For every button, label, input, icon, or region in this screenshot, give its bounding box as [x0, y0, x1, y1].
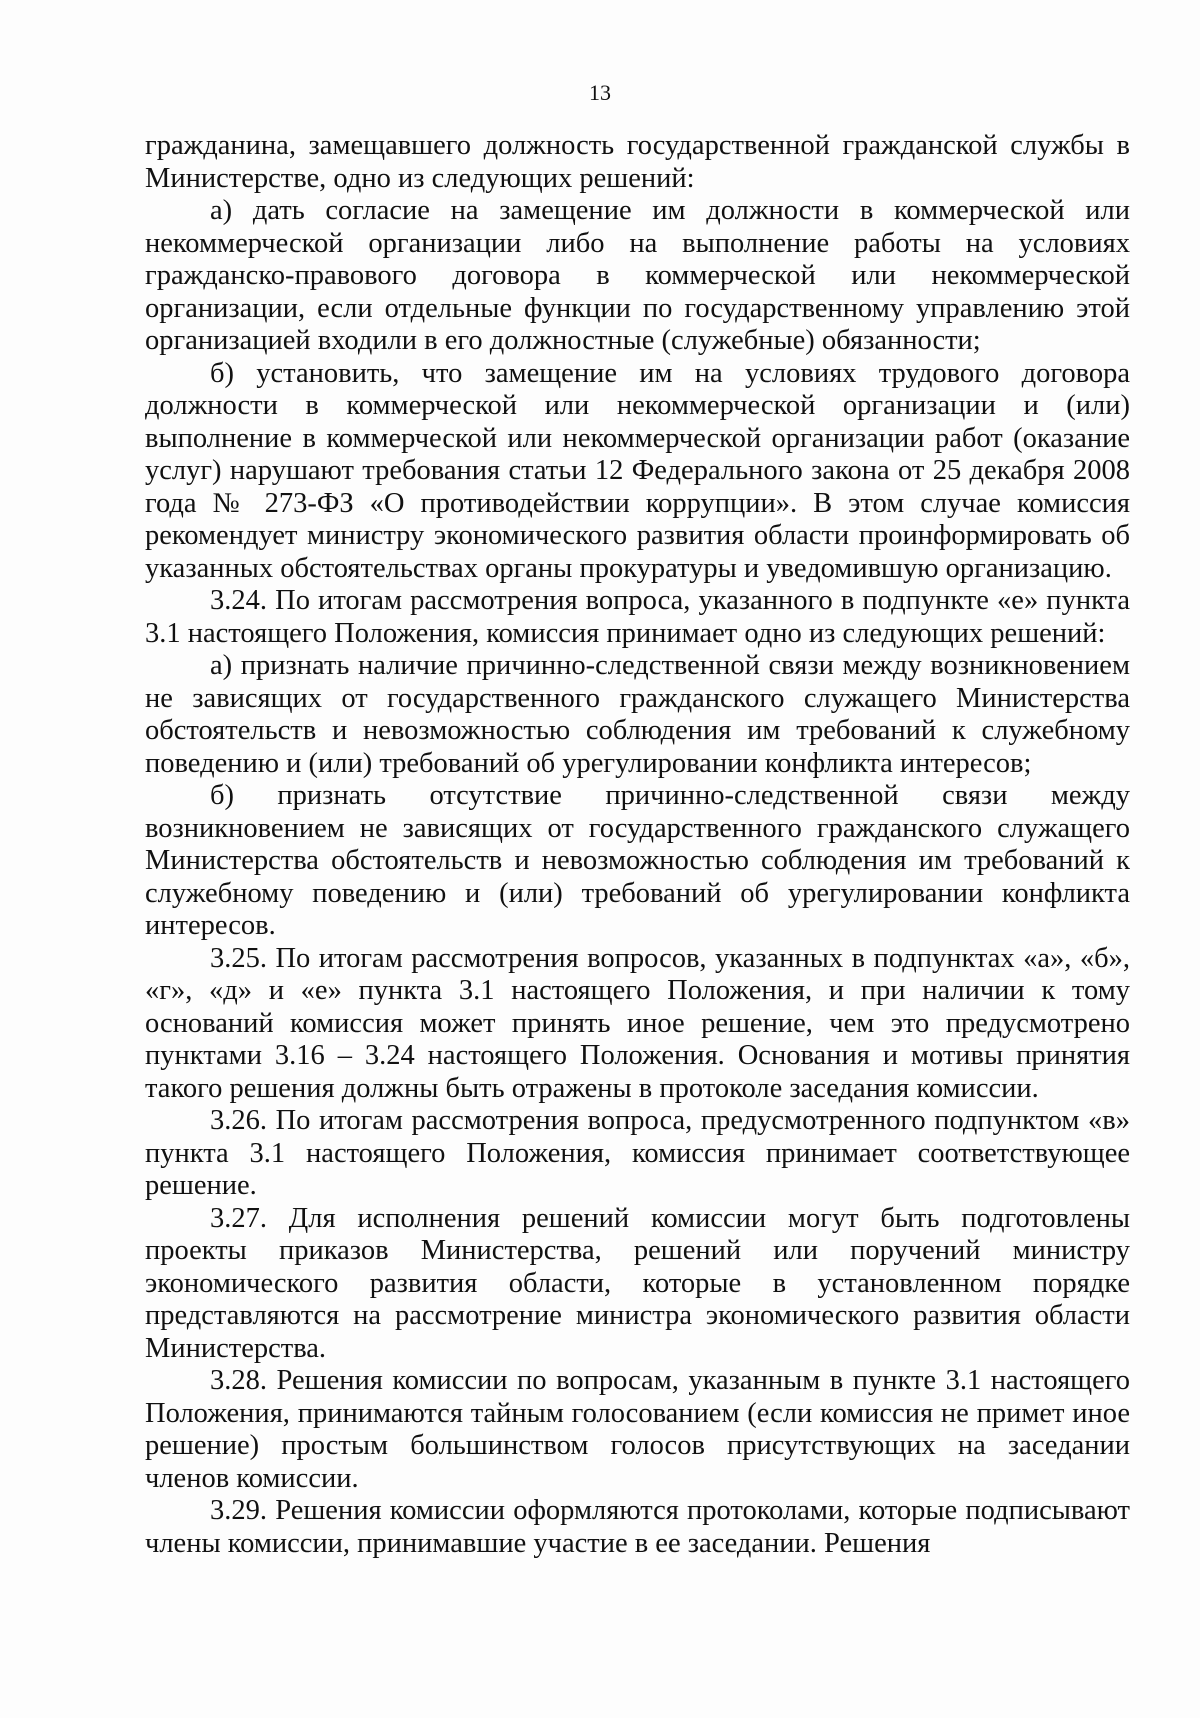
- paragraph-3-24: 3.24. По итогам рассмотрения вопроса, указанного в подпункте «е» пункта 3.1 настоящего Положения, комиссия принимает одно из следующих решений:: [145, 585, 1130, 649]
- paragraph-3-26: 3.26. По итогам рассмотрения вопроса, предусмотренного подпунктом «в» пункта 3.1 настоящего Положения, комиссия принимает соответствующее решение.: [145, 1105, 1130, 1201]
- paragraph-item-a: а) дать согласие на замещение им должности в коммерческой или некоммерческой организации либо на выполнение работы на условиях гражданско-правового договора в коммерческой или некоммерческой организации, если отдельные функции по государственному управлению этой организацией входили в его должностные (служебные) обязанности;: [145, 195, 1130, 356]
- document-body: [145, 130, 1130, 1560]
- paragraph-3-27: 3.27. Для исполнения решений комиссии могут быть подготовлены проекты приказов Министерства, решений или поручений министру экономического развития области, которые в установленном порядке представляются на рассмотрение министра экономического развития области Министерства.: [145, 1202, 1130, 1364]
- paragraph-3-25: 3.25. По итогам рассмотрения вопросов, указанных в подпунктах «а», «б», «г», «д» и «е» пункта 3.1 настоящего Положения, и при наличии к тому оснований комиссия может принять иное решение, чем это предусмотрено пунктами 3.16 – 3.24 настоящего Положения. Основания и мотивы принятия такого решения должны быть отражены в протоколе заседания комиссии.: [145, 942, 1130, 1104]
- paragraph-3-29: 3.29. Решения комиссии оформляются протоколами, которые подписывают члены комиссии, принимавшие участие в ее заседании. Решения: [145, 1495, 1130, 1559]
- paragraph-item-b: б) установить, что замещение им на условиях трудового договора должности в коммерческой или некоммерческой организации и (или) выполнение в коммерческой или некоммерческой организации работ (оказание услуг) нарушают требования статьи 12 Федерального закона от 25 декабря 2008 года № 273-ФЗ «О противодействии коррупции». В этом случае комиссия рекомендует министру экономического развития области проинформировать об указанных обстоятельствах органы прокуратуры и уведомившую организацию.: [145, 357, 1130, 584]
- paragraph-continuation: гражданина, замещавшего должность государственной гражданской службы в Министерстве, одно из следующих решений:: [145, 130, 1130, 194]
- paragraph-3-28: 3.28. Решения комиссии по вопросам, указанным в пункте 3.1 настоящего Положения, принимаются тайным голосованием (если комиссия не примет иное решение) простым большинством голосов присутствующих на заседании членов комиссии.: [145, 1365, 1130, 1494]
- paragraph-3-24-item-a: а) признать наличие причинно-следственной связи между возникновением не зависящих от государственного гражданского служащего Министерства обстоятельств и невозможностью соблюдения им требований к служебному поведению и (или) требований об урегулировании конфликта интересов;: [145, 650, 1130, 779]
- page-number: 13: [589, 80, 611, 105]
- paragraph-3-24-item-b: б) признать отсутствие причинно-следственной связи между возникновением не зависящих от государственного гражданского служащего Министерства обстоятельств и невозможностью соблюдения им требований к служебному поведению и (или) требований об урегулировании конфликта интересов.: [145, 780, 1130, 941]
